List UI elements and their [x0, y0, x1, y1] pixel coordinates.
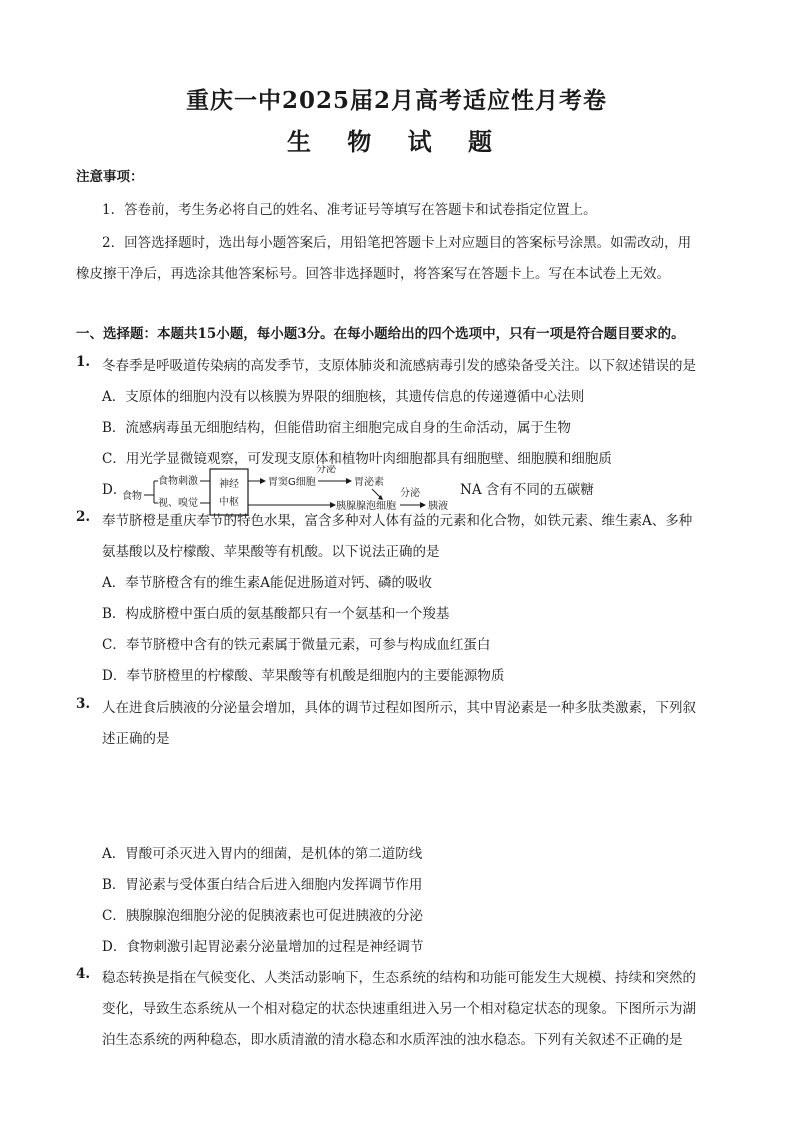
section-heading: 一、选择题：本题共15小题，每小题3分。在每小题给出的四个选项中，只有一项是符合题目要求的。	[76, 326, 685, 342]
option-c: C．奉节脐橙中含有的铁元素属于微量元素，可参与构成血红蛋白	[102, 637, 491, 653]
subject-title: 生 物 试 题	[286, 127, 507, 156]
note-item-2-line2: 橡皮擦干净后，再选涂其他答案标号。回答非选择题时，将答案写在答题卡上。写在本试卷上无效。	[76, 266, 670, 282]
diagram-secrete2: 分泌	[400, 488, 420, 499]
option-a: A．支原体的细胞内没有以核膜为界限的细胞核，其遗传信息的传递遵循中心法则	[102, 389, 585, 405]
diagram-gastrin: 胃泌素	[354, 477, 384, 488]
option-d: D．奉节脐橙里的柠檬酸、苹果酸等有机酸是细胞内的主要能源物质	[102, 668, 505, 684]
question-number: 3.	[76, 696, 91, 712]
option-b: B．构成脐橙中蛋白质的氨基酸都只有一个氨基和一个羧基	[102, 606, 450, 622]
note-item-2-line1: 2．回答选择题时，选出每小题答案后，用铅笔把答题卡上对应题目的答案标号涂黑。如需改动，用	[102, 235, 692, 251]
diagram-secrete1: 分泌	[316, 465, 336, 475]
diagram-pancreas: 胰腺腺泡细胞	[336, 501, 396, 512]
option-b: B．流感病毒虽无细胞结构，但能借助宿主细胞完成自身的生命活动，属于生物	[102, 420, 571, 436]
question-stem: 冬春季是呼吸道传染病的高发季节，支原体肺炎和流感病毒引发的感染备受关注。以下叙述错误的是	[102, 358, 696, 374]
note-item-1: 1．答卷前，考生务必将自己的姓名、准考证号等填写在答题卡和试卷指定位置上。	[102, 202, 597, 218]
diagram-center-line1: 神经	[219, 479, 239, 490]
option-d-tail: NA 含有不同的五碳糖	[460, 482, 594, 498]
diagram-juice: 胰液	[428, 501, 448, 512]
question-number: 4.	[76, 966, 91, 982]
diagram-stim1: 食物刺激	[158, 476, 198, 487]
question-number: 1.	[76, 354, 91, 370]
diagram-stim2: 视、嗅觉	[158, 498, 198, 509]
question-stem-line1: 奉节脐橙是重庆奉节的特色水果，富含多种对人体有益的元素和化合物，如铁元素、维生素A、多种	[102, 513, 693, 529]
notes-heading: 注意事项：	[76, 169, 144, 185]
option-a: A．胃酸可杀灭进入胃内的细菌，是机体的第二道防线	[102, 846, 423, 862]
option-d: D．食物刺激引起胃泌素分泌量增加的过程是神经调节	[102, 939, 424, 955]
diagram-food-label: 食物	[122, 491, 142, 502]
question-stem-line2: 述正确的是	[102, 731, 170, 747]
option-d: D．	[102, 482, 127, 498]
page-title: 重庆一中2025届2月高考适应性月考卷	[185, 87, 608, 114]
question-stem-line3: 泊生态系统的两种稳态，即水质清澈的清水稳态和水质浑浊的浊水稳态。下列有关叙述不正确的是	[102, 1032, 683, 1048]
option-b: B．胃泌素与受体蛋白结合后进入细胞内发挥调节作用	[102, 877, 423, 893]
question-number: 2.	[76, 509, 91, 525]
diagram-g-cell: 胃窦G细胞	[268, 477, 316, 488]
option-c: C．胰腺腺泡细胞分泌的促胰液素也可促进胰液的分泌	[102, 908, 423, 924]
option-c: C．用光学显微镜观察，可发现支原体和植物叶肉细胞都具有细胞壁、细胞膜和细胞质	[102, 451, 612, 467]
question-stem-line2: 氨基酸以及柠檬酸、苹果酸等有机酸。以下说法正确的是	[102, 544, 440, 560]
option-a: A．奉节脐橙含有的维生素A能促进肠道对钙、磷的吸收	[102, 575, 432, 591]
question-stem-line2: 变化，导致生态系统从一个相对稳定的状态快速重组进入另一个相对稳定状态的现象。下图所示为湖	[102, 1001, 696, 1017]
diagram-center-line2: 中枢	[219, 497, 239, 508]
question-stem-line1: 稳态转换是指在气候变化、人类活动影响下，生态系统的结构和功能可能发生大规模、持续和突然的	[102, 970, 696, 986]
question-stem-line1: 人在进食后胰液的分泌量会增加，具体的调节过程如图所示，其中胃泌素是一种多肽类激素，下列叙	[102, 700, 696, 716]
